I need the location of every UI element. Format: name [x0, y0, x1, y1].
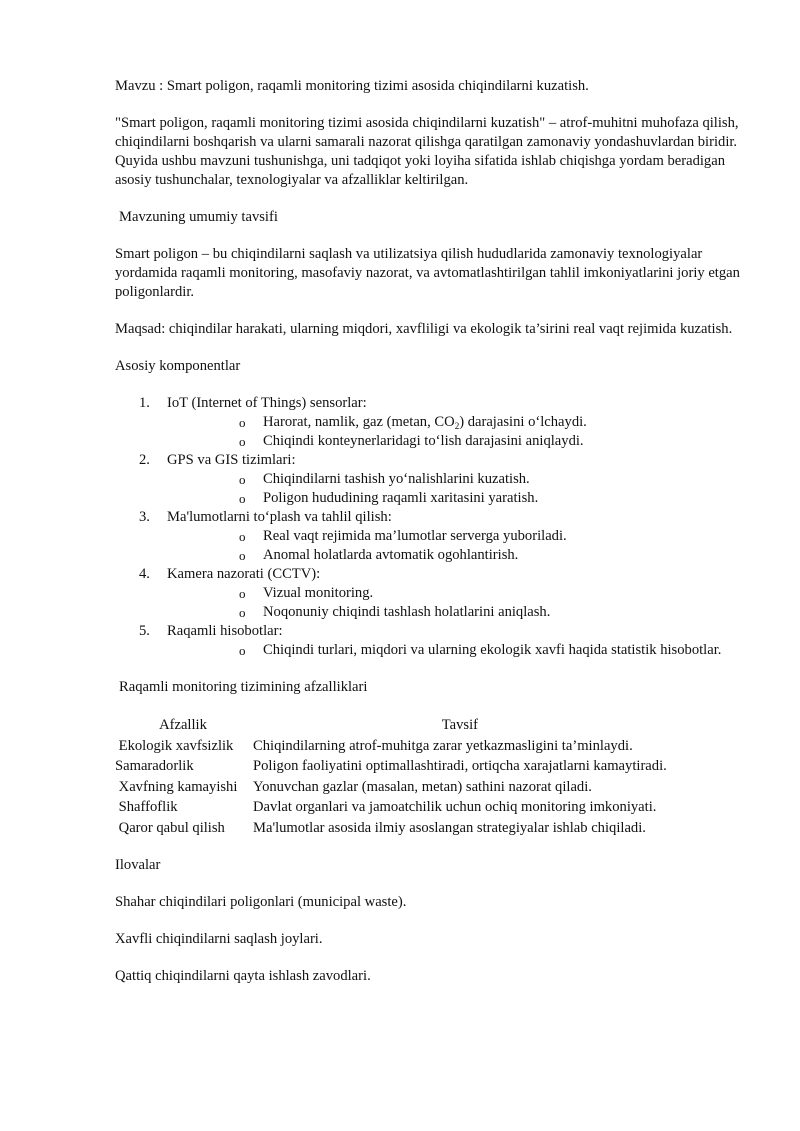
bullet-icon: o	[239, 491, 246, 506]
sub-item: o Vizual monitoring.	[239, 585, 374, 601]
table-row	[115, 736, 669, 757]
goal-paragraph: Maqsad: chiqindilar harakati, ularning miqdori, xavfliligi va ekologik ta’sirini real vaqt rejimida kuzatish.	[115, 321, 733, 337]
description-cell: Poligon faoliyatini optimallashtiradi, ortiqcha xarajatlarni kamaytiradi.	[253, 758, 667, 774]
bullet-icon: o	[239, 415, 246, 430]
advantages-heading: Raqamli monitoring tizimining afzalliklari	[119, 679, 368, 695]
bullet-icon: o	[239, 529, 246, 544]
component-item	[115, 508, 745, 565]
appendix-item: Xavfli chiqindilarni saqlash joylari.	[115, 931, 323, 947]
description-cell: Davlat organlari va jamoatchilik uchun ochiq monitoring imkoniyati.	[253, 799, 657, 815]
component-item	[115, 451, 745, 508]
component-number: 2.	[139, 452, 150, 468]
general-heading: Mavzuning umumiy tavsifi	[119, 209, 278, 225]
advantage-cell: Samaradorlik	[115, 758, 194, 774]
sub-item: o Poligon hududining raqamli xaritasini yaratish.	[239, 490, 539, 506]
bullet-icon: o	[239, 548, 246, 563]
advantage-cell: Xavfning kamayishi	[115, 778, 238, 795]
bullet-icon: o	[239, 586, 246, 601]
table-row	[115, 756, 669, 777]
sub-item: o Noqonuniy chiqindi tashlash holatlarini aniqlash.	[239, 604, 551, 620]
appendix-heading: Ilovalar	[115, 857, 161, 873]
advantages-table	[115, 715, 669, 838]
component-item	[115, 565, 745, 622]
component-sublist	[167, 470, 745, 508]
advantage-cell: Qaror qabul qilish	[115, 819, 225, 836]
appendix-item: Qattiq chiqindilarni qayta ishlash zavodlari.	[115, 968, 371, 984]
document-page	[115, 77, 745, 986]
component-title: Kamera nazorati (CCTV):	[167, 566, 321, 582]
component-title: Raqamli hisobotlar:	[167, 623, 283, 639]
table-header-row	[115, 715, 669, 736]
description-cell: Ma'lumotlar asosida ilmiy asoslangan strategiyalar ishlab chiqiladi.	[253, 819, 646, 836]
component-number: 5.	[139, 623, 150, 639]
description-cell: Yonuvchan gazlar (masalan, metan) sathini nazorat qiladi.	[253, 778, 592, 795]
component-item	[115, 394, 745, 451]
bullet-icon: o	[239, 643, 246, 658]
column-header: Tavsif	[441, 717, 479, 733]
general-paragraph: Smart poligon – bu chiqindilarni saqlash va utilizatsiya qilish hududlarida zamonaviy texnologiyalar yordamida raqamli monitoring, masofaviy nazorat, va avtomatlashtirilgan tahlil imkoniyatlarini joriy etgan poligonlardir.	[115, 246, 740, 300]
component-title: Ma'lumotlarni to‘plash va tahlil qilish:	[167, 509, 392, 525]
appendix-item: Shahar chiqindilari poligonlari (municipal waste).	[115, 894, 407, 910]
component-sublist	[167, 413, 745, 451]
bullet-icon: o	[239, 472, 246, 487]
bullet-icon: o	[239, 434, 246, 449]
sub-item: o Harorat, namlik, gaz (metan, $CO_2$) darajasini o‘lchaydi.	[239, 414, 587, 431]
table-row	[115, 797, 669, 818]
table-row	[115, 777, 669, 798]
component-number: 1.	[139, 395, 150, 411]
component-sublist	[167, 527, 745, 565]
component-sublist	[167, 584, 745, 622]
component-sublist	[167, 641, 745, 660]
advantage-cell: Ekologik xavfsizlik	[115, 737, 234, 754]
component-title: IoT (Internet of Things) sensorlar:	[167, 395, 367, 411]
sub-item: o Chiqindi konteynerlaridagi to‘lish darajasini aniqlaydi.	[239, 433, 584, 449]
description-cell: Chiqindilarning atrof-muhitga zarar yetkazmasligini ta’minlaydi.	[253, 737, 633, 754]
component-item	[115, 622, 745, 660]
column-header: Afzallik	[159, 717, 207, 733]
bullet-icon: o	[239, 605, 246, 620]
component-title: GPS va GIS tizimlari:	[167, 452, 296, 468]
sub-item: o Anomal holatlarda avtomatik ogohlantirish.	[239, 547, 519, 563]
components-list	[115, 394, 745, 660]
components-heading: Asosiy komponentlar	[115, 358, 241, 374]
intro-paragraph: "Smart poligon, raqamli monitoring tizimi asosida chiqindilarni kuzatish" – atrof-muhitni muhofaza qilish, chiqindilarni boshqarish va ularni samarali nazorat qilishga qaratilgan zamonaviy yondashuvlardan biridir. Quyida ushbu mavzuni tushunishga, uni tadqiqot yoki loyiha sifatida ishlab chiqishga yordam beradigan asosiy tushunchalar, texnologiyalar va afzalliklar keltirilgan.	[115, 115, 739, 188]
sub-item: o Chiqindilarni tashish yo‘nalishlarini kuzatish.	[239, 471, 530, 487]
sub-item: o Chiqindi turlari, miqdori va ularning ekologik xavfi haqida statistik hisobotlar.	[239, 642, 722, 658]
advantage-cell: Shaffoflik	[115, 799, 178, 815]
component-number: 4.	[139, 566, 150, 582]
component-number: 3.	[139, 509, 150, 525]
sub-item: o Real vaqt rejimida ma’lumotlar serverga yuboriladi.	[239, 528, 567, 544]
table-row	[115, 818, 669, 839]
topic-line: Mavzu : Smart poligon, raqamli monitoring tizimi asosida chiqindilarni kuzatish.	[115, 78, 589, 94]
